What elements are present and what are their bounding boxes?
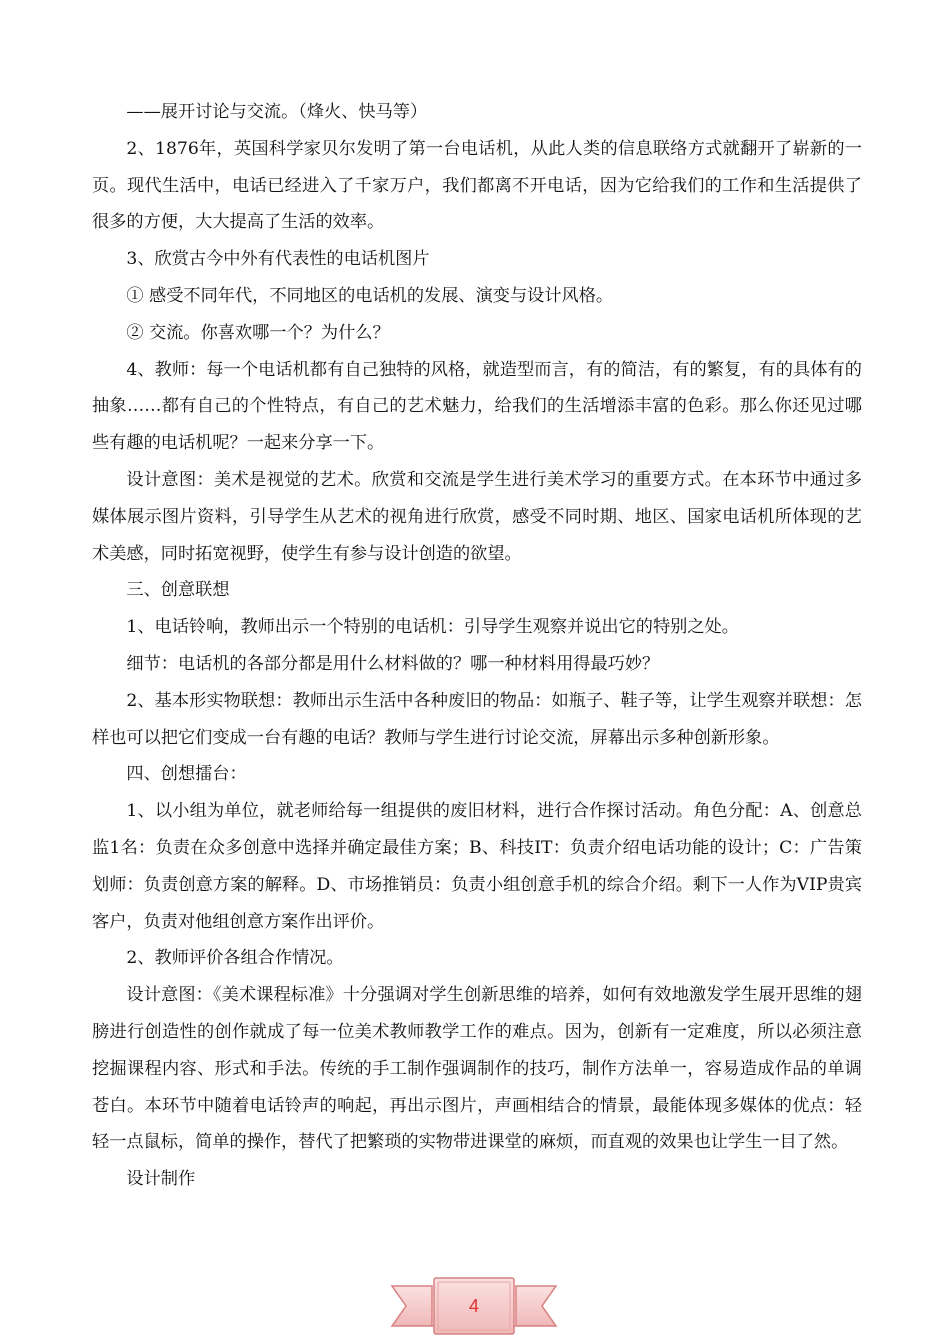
paragraph: 2、1876年，英国科学家贝尔发明了第一台电话机，从此人类的信息联络方式就翻开了崭新的一页。现代生活中，电话已经进入了千家万户，我们都离不开电话，因为它给我们的工作和生活提供了很多的方便，大大提高了生活的效率。 [92,138,862,233]
paragraph: 3、欣赏古今中外有代表性的电话机图片 [126,249,430,270]
paragraph: 设计意图：美术是视觉的艺术。欣赏和交流是学生进行美术学习的重要方式。在本环节中通过多媒体展示图片资料，引导学生从艺术的视角进行欣赏，感受不同时期、地区、国家电话机所体现的艺术美感，同时拓宽视野，使学生有参与设计创造的欲望。 [92,469,862,564]
paragraph: 设计制作 [126,1169,196,1190]
section-heading: 三、创意联想 [126,580,230,601]
page-number-ribbon [384,1268,564,1344]
document-body [92,94,862,1198]
section-heading: 四、创想擂台： [126,764,247,785]
paragraph: 1、电话铃响，教师出示一个特别的电话机：引导学生观察并说出它的特别之处。 [126,617,739,638]
paragraph: ——展开讨论与交流。（烽火、快马等） [126,102,428,122]
paragraph: 设计意图：《美术课程标准》十分强调对学生创新思维的培养，如何有效地激发学生展开思维的翅膀进行创造性的创作就成了每一位美术教师教学工作的难点。因为，创新有一定难度，所以必须注意挖掘课程内容、形式和手法。传统的手工制作强调制作的技巧，制作方法单一，容易造成作品的单调苍白。本环节中随着电话铃声的响起，再出示图片，声画相结合的情景，最能体现多媒体的优点：轻轻一点鼠标，简单的操作，替代了把繁琐的实物带进课堂的麻烦，而直观的效果也让学生一目了然。 [92,985,862,1153]
paragraph: ① 感受不同年代，不同地区的电话机的发展、演变与设计风格。 [126,285,614,306]
paragraph: 1、以小组为单位，就老师给每一组提供的废旧材料，进行合作探讨活动。角色分配：A、创意总监1名：负责在众多创意中选择并确定最佳方案；B、科技IT：负责介绍电话功能的设计；C：广告策划师：负责创意方案的解释。D、市场推销员：负责小组创意手机的综合介绍。剩下一人作为VIP贵宾客户，负责对他组创意方案作出评价。 [92,801,862,932]
paragraph: 2、教师评价各组合作情况。 [126,948,344,969]
paragraph: 4、教师：每一个电话机都有自己独特的风格，就造型而言，有的简洁，有的繁复，有的具体有的抽象……都有自己的个性特点，有自己的艺术魅力，给我们的生活增添丰富的色彩。那么你还见过哪些有趣的电话机呢？一起来分享一下。 [92,359,862,454]
paragraph: 2、基本形实物联想：教师出示生活中各种废旧的物品：如瓶子、鞋子等，让学生观察并联想：怎样也可以把它们变成一台有趣的电话？教师与学生进行讨论交流，屏幕出示多种创新形象。 [92,690,862,748]
page-number: 4 [468,1296,479,1316]
paragraph: 细节：电话机的各部分都是用什么材料做的？哪一种材料用得最巧妙？ [126,653,660,674]
paragraph: ② 交流。你喜欢哪一个？为什么？ [126,322,390,343]
